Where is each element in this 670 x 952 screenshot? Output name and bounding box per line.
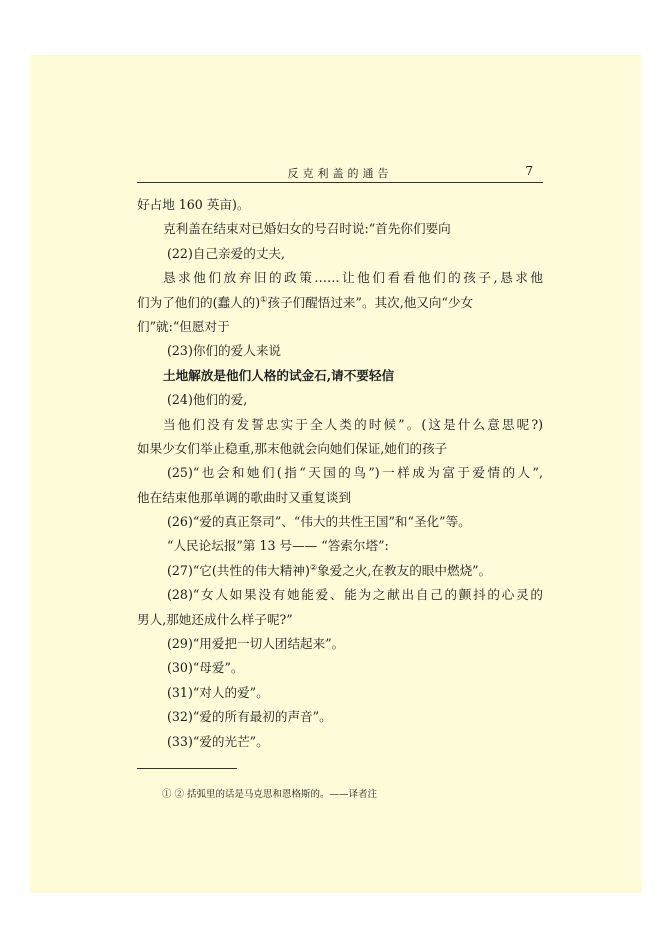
running-title: 反克利盖的通告	[287, 167, 393, 180]
text-line	[137, 291, 543, 315]
text-line: 当他们没有发誓忠实于全人类的时候”。(这是什么意思呢?)	[163, 416, 543, 432]
text-line: (30)“母爱”。	[167, 660, 244, 676]
footnote-rule	[137, 768, 237, 769]
text-line: 他在结束他那单调的歌曲时又重复谈到	[137, 489, 352, 505]
text-line: (28)“女人如果没有她能爱、能为之献出自己的颤抖的心灵的	[167, 587, 543, 603]
text-line: (22)自己亲爱的丈夫,	[167, 245, 286, 261]
text-line: (23)你们的爱人来说	[167, 343, 282, 359]
text-line: 土地解放是他们人格的试金石,请不要轻信	[163, 367, 395, 383]
text-line: (33)“爱的光芒”。	[167, 733, 269, 749]
footnote-ref: ②	[309, 562, 318, 572]
text-line: 如果少女们举止稳重,那末他就会向她们保证,她们的孩子	[137, 440, 448, 456]
footnote-ref: ①	[260, 294, 268, 304]
text-line: 男人,那她还成什么样子呢?”	[137, 611, 293, 627]
text-line	[137, 559, 543, 583]
text-line: 们”就:“但愿对于	[137, 318, 230, 334]
text-span: (27)“它(共性的伟大精神)	[167, 562, 310, 578]
text-line: 克利盖在结束对已婚妇女的号召时说:“首先你们要向	[163, 221, 451, 237]
text-line: (29)“用爱把一切人团结起来”。	[167, 636, 345, 652]
text-line: (26)“爱的真正祭司”、“伟大的共性王国”和“圣化”等。	[167, 514, 471, 530]
text-line: (24)他们的爱,	[167, 392, 248, 408]
text-line: 好占地 160 英亩)。	[137, 197, 250, 212]
running-header	[137, 163, 543, 183]
text-line: (25)“也会和她们(指“天国的鸟”)一样成为富于爱情的人”,	[167, 465, 543, 481]
text-line: 恳求他们放弃旧的政策……让他们看看他们的孩子,恳求他	[163, 270, 543, 286]
text-span: 象爱之火,在教友的眼中燃烧”。	[317, 562, 492, 578]
text-span: 孩子们醒悟过来”。其次,他又向“少女	[267, 294, 474, 310]
text-line: (31)“对人的爱”。	[167, 684, 269, 700]
text-span: 们为了他们的(蠢人的)	[137, 294, 261, 310]
page-number: 7	[525, 164, 533, 178]
text-line: “人民论坛报”第 13 号—— “答索尔塔”:	[167, 538, 389, 554]
page-body	[137, 193, 543, 754]
footnote: ① ② 括弧里的话是马克思和恩格斯的。——译者注	[162, 789, 378, 800]
text-line: (32)“爱的所有最初的声音”。	[167, 709, 332, 725]
